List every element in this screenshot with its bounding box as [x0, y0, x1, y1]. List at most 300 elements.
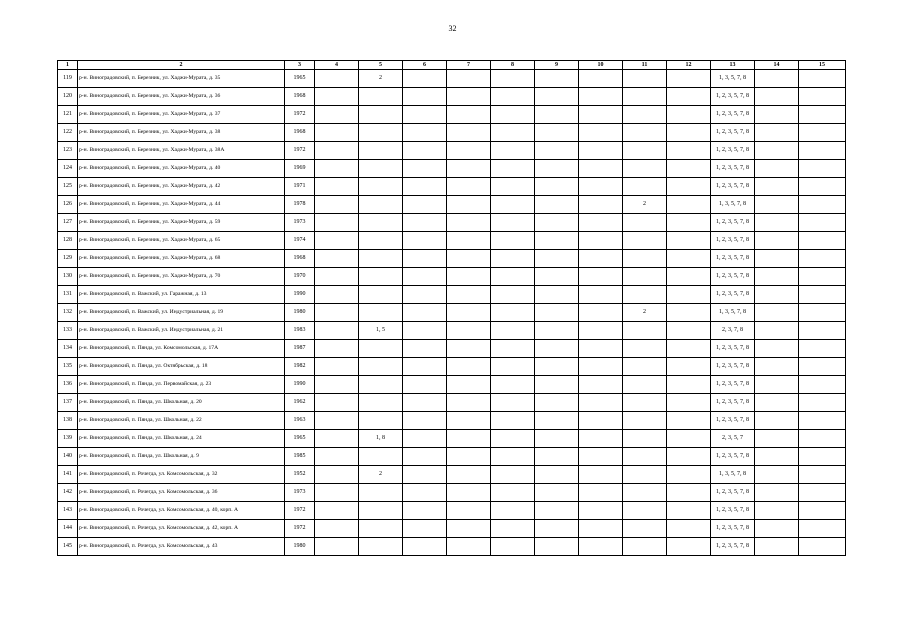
cell-col-11 [623, 448, 667, 466]
cell-col-13: 1, 2, 3, 5, 7, 8 [711, 358, 755, 376]
table-row [58, 520, 846, 538]
cell-col-12 [667, 286, 711, 304]
cell-col-14 [755, 484, 799, 502]
cell-col-4 [315, 394, 359, 412]
cell-col-4 [315, 268, 359, 286]
cell-col-7 [447, 196, 491, 214]
cell-col-8 [491, 502, 535, 520]
cell-col-9 [535, 304, 579, 322]
table-row [58, 502, 846, 520]
cell-col-12 [667, 340, 711, 358]
cell-col-11 [623, 268, 667, 286]
cell-col-8 [491, 268, 535, 286]
year-cell: 1974 [285, 232, 315, 250]
table-row [58, 88, 846, 106]
cell-col-10 [579, 484, 623, 502]
cell-col-9 [535, 538, 579, 556]
cell-col-9 [535, 160, 579, 178]
address-cell: р-н. Виноградовский, п. Пянда, ул. Октябрьская, д. 18 [78, 358, 285, 376]
row-number: 128 [58, 232, 78, 250]
table-row [58, 196, 846, 214]
column-header-8: 8 [491, 61, 535, 70]
cell-col-15 [799, 430, 846, 448]
table-row [58, 160, 846, 178]
cell-col-12 [667, 214, 711, 232]
cell-col-12 [667, 358, 711, 376]
cell-col-11 [623, 232, 667, 250]
table-row [58, 124, 846, 142]
cell-col-14 [755, 70, 799, 88]
cell-col-5 [359, 160, 403, 178]
cell-col-15 [799, 124, 846, 142]
table-row [58, 466, 846, 484]
year-cell: 1970 [285, 268, 315, 286]
cell-col-12 [667, 376, 711, 394]
table-row [58, 376, 846, 394]
row-number: 121 [58, 106, 78, 124]
cell-col-8 [491, 322, 535, 340]
cell-col-14 [755, 268, 799, 286]
page-number: 32 [448, 24, 457, 33]
cell-col-10 [579, 412, 623, 430]
cell-col-5 [359, 304, 403, 322]
cell-col-8 [491, 88, 535, 106]
cell-col-15 [799, 538, 846, 556]
row-number: 123 [58, 142, 78, 160]
cell-col-8 [491, 286, 535, 304]
cell-col-7 [447, 484, 491, 502]
cell-col-12 [667, 250, 711, 268]
cell-col-10 [579, 520, 623, 538]
cell-col-11 [623, 520, 667, 538]
cell-col-10 [579, 88, 623, 106]
cell-col-9 [535, 106, 579, 124]
cell-col-4 [315, 376, 359, 394]
cell-col-14 [755, 358, 799, 376]
cell-col-10 [579, 70, 623, 88]
cell-col-15 [799, 142, 846, 160]
cell-col-6 [403, 250, 447, 268]
cell-col-6 [403, 520, 447, 538]
cell-col-6 [403, 70, 447, 88]
cell-col-13: 1, 2, 3, 5, 7, 8 [711, 502, 755, 520]
cell-col-4 [315, 502, 359, 520]
cell-col-15 [799, 484, 846, 502]
year-cell: 1985 [285, 448, 315, 466]
cell-col-13: 1, 3, 5, 7, 8 [711, 304, 755, 322]
cell-col-14 [755, 448, 799, 466]
cell-col-12 [667, 538, 711, 556]
cell-col-13: 1, 2, 3, 5, 7, 8 [711, 484, 755, 502]
cell-col-14 [755, 160, 799, 178]
cell-col-4 [315, 70, 359, 88]
cell-col-4 [315, 538, 359, 556]
address-cell: р-н. Виноградовский, п. Березник, ул. Хаджи-Мурата, д. 70 [78, 268, 285, 286]
cell-col-10 [579, 538, 623, 556]
table-row [58, 322, 846, 340]
cell-col-12 [667, 304, 711, 322]
cell-col-5 [359, 178, 403, 196]
cell-col-13: 1, 2, 3, 5, 7, 8 [711, 394, 755, 412]
cell-col-14 [755, 430, 799, 448]
cell-col-13: 1, 3, 5, 7, 8 [711, 196, 755, 214]
cell-col-15 [799, 196, 846, 214]
cell-col-11 [623, 142, 667, 160]
cell-col-9 [535, 394, 579, 412]
cell-col-9 [535, 340, 579, 358]
cell-col-15 [799, 502, 846, 520]
cell-col-9 [535, 520, 579, 538]
cell-col-4 [315, 448, 359, 466]
cell-col-9 [535, 268, 579, 286]
cell-col-13: 1, 2, 3, 5, 7, 8 [711, 520, 755, 538]
cell-col-11 [623, 502, 667, 520]
cell-col-12 [667, 322, 711, 340]
cell-col-9 [535, 502, 579, 520]
column-header-14: 14 [755, 61, 799, 70]
cell-col-12 [667, 448, 711, 466]
cell-col-10 [579, 376, 623, 394]
cell-col-15 [799, 376, 846, 394]
year-cell: 1968 [285, 124, 315, 142]
cell-col-8 [491, 304, 535, 322]
cell-col-6 [403, 160, 447, 178]
cell-col-7 [447, 160, 491, 178]
cell-col-9 [535, 322, 579, 340]
cell-col-6 [403, 358, 447, 376]
table-row [58, 232, 846, 250]
cell-col-11 [623, 484, 667, 502]
row-number: 127 [58, 214, 78, 232]
table-row [58, 214, 846, 232]
cell-col-4 [315, 142, 359, 160]
cell-col-5 [359, 484, 403, 502]
cell-col-11 [623, 412, 667, 430]
address-cell: р-н. Виноградовский, п. Важский, ул. Гаражная, д. 13 [78, 286, 285, 304]
year-cell: 1963 [285, 412, 315, 430]
cell-col-13: 1, 2, 3, 5, 7, 8 [711, 160, 755, 178]
cell-col-5 [359, 394, 403, 412]
cell-col-14 [755, 538, 799, 556]
cell-col-8 [491, 520, 535, 538]
row-number: 133 [58, 322, 78, 340]
cell-col-9 [535, 250, 579, 268]
row-number: 124 [58, 160, 78, 178]
cell-col-6 [403, 232, 447, 250]
row-number: 126 [58, 196, 78, 214]
cell-col-13: 2, 3, 5, 7 [711, 430, 755, 448]
row-number: 131 [58, 286, 78, 304]
cell-col-14 [755, 466, 799, 484]
address-cell: р-н. Виноградовский, п. Березник, ул. Хаджи-Мурата, д. 37 [78, 106, 285, 124]
cell-col-5 [359, 412, 403, 430]
row-number: 135 [58, 358, 78, 376]
row-number: 125 [58, 178, 78, 196]
year-cell: 1969 [285, 160, 315, 178]
cell-col-7 [447, 502, 491, 520]
cell-col-11 [623, 322, 667, 340]
cell-col-9 [535, 214, 579, 232]
cell-col-10 [579, 286, 623, 304]
address-cell: р-н. Виноградовский, п. Березник, ул. Хаджи-Мурата, д. 44 [78, 196, 285, 214]
cell-col-10 [579, 268, 623, 286]
cell-col-14 [755, 178, 799, 196]
cell-col-14 [755, 214, 799, 232]
cell-col-14 [755, 142, 799, 160]
address-cell: р-н. Виноградовский, п. Пянда, ул. Школьная, д. 20 [78, 394, 285, 412]
cell-col-5: 2 [359, 466, 403, 484]
cell-col-8 [491, 430, 535, 448]
cell-col-13: 1, 2, 3, 5, 7, 8 [711, 214, 755, 232]
cell-col-7 [447, 394, 491, 412]
cell-col-11 [623, 286, 667, 304]
column-header-3: 3 [285, 61, 315, 70]
cell-col-13: 1, 2, 3, 5, 7, 8 [711, 376, 755, 394]
cell-col-7 [447, 286, 491, 304]
cell-col-12 [667, 178, 711, 196]
row-number: 130 [58, 268, 78, 286]
cell-col-8 [491, 376, 535, 394]
cell-col-8 [491, 250, 535, 268]
cell-col-7 [447, 538, 491, 556]
cell-col-14 [755, 88, 799, 106]
table-row [58, 430, 846, 448]
year-cell: 1952 [285, 466, 315, 484]
table-row [58, 70, 846, 88]
cell-col-6 [403, 142, 447, 160]
cell-col-4 [315, 358, 359, 376]
year-cell: 1982 [285, 358, 315, 376]
cell-col-7 [447, 178, 491, 196]
cell-col-8 [491, 178, 535, 196]
cell-col-9 [535, 466, 579, 484]
address-cell: р-н. Виноградовский, п. Березник, ул. Хаджи-Мурата, д. 35 [78, 70, 285, 88]
year-cell: 1971 [285, 178, 315, 196]
year-cell: 1972 [285, 520, 315, 538]
cell-col-8 [491, 142, 535, 160]
cell-col-15 [799, 232, 846, 250]
table-row [58, 178, 846, 196]
cell-col-11 [623, 88, 667, 106]
cell-col-13: 1, 2, 3, 5, 7, 8 [711, 412, 755, 430]
cell-col-6 [403, 538, 447, 556]
row-number: 142 [58, 484, 78, 502]
cell-col-8 [491, 70, 535, 88]
cell-col-11 [623, 430, 667, 448]
address-cell: р-н. Виноградовский, п. Березник, ул. Хаджи-Мурата, д. 40 [78, 160, 285, 178]
cell-col-7 [447, 466, 491, 484]
cell-col-6 [403, 340, 447, 358]
cell-col-7 [447, 358, 491, 376]
cell-col-6 [403, 124, 447, 142]
table-header [58, 61, 846, 70]
cell-col-9 [535, 430, 579, 448]
cell-col-15 [799, 178, 846, 196]
cell-col-11 [623, 538, 667, 556]
table-row [58, 304, 846, 322]
address-cell: р-н. Виноградовский, п. Березник, ул. Хаджи-Мурата, д. 38А [78, 142, 285, 160]
cell-col-11 [623, 106, 667, 124]
cell-col-6 [403, 322, 447, 340]
cell-col-8 [491, 412, 535, 430]
address-cell: р-н. Виноградовский, п. Пянда, ул. Школьная, д. 22 [78, 412, 285, 430]
cell-col-13: 1, 2, 3, 5, 7, 8 [711, 106, 755, 124]
address-cell: р-н. Виноградовский, п. Березник, ул. Хаджи-Мурата, д. 65 [78, 232, 285, 250]
cell-col-13: 1, 2, 3, 5, 7, 8 [711, 268, 755, 286]
table-row [58, 268, 846, 286]
cell-col-9 [535, 88, 579, 106]
cell-col-5 [359, 268, 403, 286]
cell-col-10 [579, 466, 623, 484]
cell-col-9 [535, 358, 579, 376]
column-header-4: 4 [315, 61, 359, 70]
cell-col-15 [799, 520, 846, 538]
cell-col-11 [623, 340, 667, 358]
cell-col-7 [447, 106, 491, 124]
cell-col-4 [315, 106, 359, 124]
cell-col-4 [315, 484, 359, 502]
cell-col-11 [623, 178, 667, 196]
cell-col-9 [535, 286, 579, 304]
cell-col-5: 1, 8 [359, 430, 403, 448]
cell-col-14 [755, 250, 799, 268]
address-cell: р-н. Виноградовский, п. Рочегда, ул. Комсомольская, д. 40, корп. А [78, 502, 285, 520]
cell-col-14 [755, 502, 799, 520]
cell-col-13: 1, 2, 3, 5, 7, 8 [711, 448, 755, 466]
cell-col-10 [579, 232, 623, 250]
cell-col-7 [447, 88, 491, 106]
cell-col-6 [403, 502, 447, 520]
cell-col-10 [579, 322, 623, 340]
address-cell: р-н. Виноградовский, п. Рочегда, ул. Комсомольская, д. 36 [78, 484, 285, 502]
cell-col-6 [403, 376, 447, 394]
cell-col-11 [623, 376, 667, 394]
cell-col-15 [799, 394, 846, 412]
cell-col-4 [315, 88, 359, 106]
cell-col-4 [315, 286, 359, 304]
year-cell: 1987 [285, 340, 315, 358]
table-row [58, 394, 846, 412]
cell-col-4 [315, 520, 359, 538]
cell-col-10 [579, 358, 623, 376]
cell-col-15 [799, 304, 846, 322]
cell-col-8 [491, 160, 535, 178]
cell-col-15 [799, 322, 846, 340]
cell-col-14 [755, 340, 799, 358]
cell-col-12 [667, 70, 711, 88]
year-cell: 1972 [285, 502, 315, 520]
cell-col-9 [535, 124, 579, 142]
cell-col-4 [315, 232, 359, 250]
address-cell: р-н. Виноградовский, п. Важский, ул. Индустриальная, д. 19 [78, 304, 285, 322]
cell-col-8 [491, 106, 535, 124]
cell-col-5 [359, 232, 403, 250]
cell-col-6 [403, 268, 447, 286]
table-row [58, 250, 846, 268]
cell-col-6 [403, 394, 447, 412]
cell-col-14 [755, 376, 799, 394]
address-cell: р-н. Виноградовский, п. Пянда, ул. Школьная, д. 24 [78, 430, 285, 448]
cell-col-5 [359, 520, 403, 538]
column-header-6: 6 [403, 61, 447, 70]
cell-col-4 [315, 160, 359, 178]
cell-col-6 [403, 412, 447, 430]
column-header-12: 12 [667, 61, 711, 70]
cell-col-14 [755, 196, 799, 214]
table-row [58, 142, 846, 160]
address-cell: р-н. Виноградовский, п. Рочегда, ул. Комсомольская, д. 32 [78, 466, 285, 484]
cell-col-11: 2 [623, 304, 667, 322]
cell-col-12 [667, 412, 711, 430]
cell-col-6 [403, 178, 447, 196]
cell-col-11 [623, 466, 667, 484]
row-number: 140 [58, 448, 78, 466]
table-row [58, 484, 846, 502]
cell-col-4 [315, 196, 359, 214]
cell-col-9 [535, 70, 579, 88]
cell-col-4 [315, 322, 359, 340]
table-row [58, 106, 846, 124]
address-cell: р-н. Виноградовский, п. Важский, ул. Индустриальная, д. 21 [78, 322, 285, 340]
cell-col-5 [359, 214, 403, 232]
column-header-1: 1 [58, 61, 78, 70]
cell-col-7 [447, 268, 491, 286]
row-number: 138 [58, 412, 78, 430]
row-number: 137 [58, 394, 78, 412]
cell-col-15 [799, 286, 846, 304]
cell-col-11 [623, 214, 667, 232]
cell-col-5 [359, 142, 403, 160]
cell-col-4 [315, 124, 359, 142]
cell-col-10 [579, 340, 623, 358]
year-cell: 1980 [285, 304, 315, 322]
cell-col-13: 1, 2, 3, 5, 7, 8 [711, 178, 755, 196]
cell-col-11 [623, 394, 667, 412]
cell-col-5 [359, 286, 403, 304]
cell-col-15 [799, 214, 846, 232]
cell-col-15 [799, 70, 846, 88]
cell-col-15 [799, 466, 846, 484]
year-cell: 1972 [285, 106, 315, 124]
year-cell: 1973 [285, 484, 315, 502]
row-number: 132 [58, 304, 78, 322]
cell-col-11 [623, 250, 667, 268]
cell-col-10 [579, 178, 623, 196]
year-cell: 1972 [285, 142, 315, 160]
cell-col-4 [315, 178, 359, 196]
cell-col-13: 1, 2, 3, 5, 7, 8 [711, 142, 755, 160]
cell-col-14 [755, 286, 799, 304]
cell-col-15 [799, 160, 846, 178]
cell-col-6 [403, 106, 447, 124]
cell-col-9 [535, 232, 579, 250]
address-cell: р-н. Виноградовский, п. Пяндa, ул. Комсомольская, д. 17А [78, 340, 285, 358]
cell-col-6 [403, 286, 447, 304]
cell-col-14 [755, 232, 799, 250]
cell-col-11 [623, 358, 667, 376]
cell-col-10 [579, 430, 623, 448]
cell-col-13: 1, 2, 3, 5, 7, 8 [711, 88, 755, 106]
cell-col-14 [755, 124, 799, 142]
cell-col-15 [799, 106, 846, 124]
cell-col-12 [667, 394, 711, 412]
cell-col-8 [491, 124, 535, 142]
cell-col-5 [359, 196, 403, 214]
cell-col-13: 1, 2, 3, 5, 7, 8 [711, 538, 755, 556]
cell-col-7 [447, 250, 491, 268]
cell-col-15 [799, 412, 846, 430]
cell-col-4 [315, 340, 359, 358]
